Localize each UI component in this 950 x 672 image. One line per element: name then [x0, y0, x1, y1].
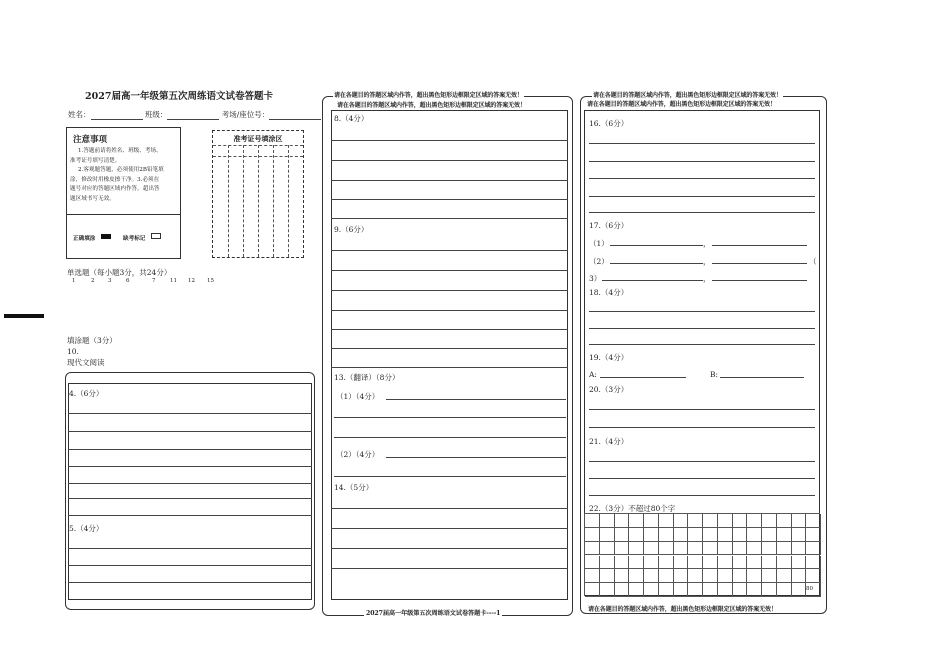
- answer-line[interactable]: [712, 263, 807, 264]
- grid-cell[interactable]: [703, 542, 718, 556]
- answer-line[interactable]: [600, 377, 686, 378]
- answer-line[interactable]: [589, 212, 815, 213]
- grid-cell[interactable]: [703, 514, 718, 528]
- grid-cell[interactable]: [792, 556, 807, 570]
- grid-cell[interactable]: [747, 583, 762, 597]
- modern-reading-header: 现代文阅读: [67, 358, 105, 367]
- grid-cell[interactable]: [733, 569, 748, 583]
- answer-line[interactable]: [712, 245, 807, 246]
- grid-cell[interactable]: [585, 514, 600, 528]
- answer-line[interactable]: [386, 457, 566, 458]
- fill-in-header: 填涂题（3分）: [67, 336, 117, 345]
- grid-cell[interactable]: [718, 542, 733, 556]
- q19-a-label: A:: [589, 370, 597, 379]
- grid-cell[interactable]: [585, 528, 600, 542]
- grid-cell[interactable]: [644, 542, 659, 556]
- grid-cell[interactable]: [659, 528, 674, 542]
- exam-id-column: [228, 145, 229, 257]
- q17-label: 17.（6分）: [589, 221, 629, 230]
- choice-number[interactable]: 11: [170, 278, 177, 284]
- answer-line[interactable]: [68, 413, 312, 414]
- grid-cell[interactable]: [747, 556, 762, 570]
- grid-cell[interactable]: [600, 556, 615, 570]
- grid-cell[interactable]: [644, 556, 659, 570]
- answer-line[interactable]: [68, 449, 312, 450]
- middle-warning-top: 请在各题目的答题区域内作答，超出黑色矩形边框限定区域的答案无效！: [334, 92, 523, 99]
- grid-cell[interactable]: [703, 556, 718, 570]
- room-seat-label: 考场/座位号：: [221, 110, 270, 119]
- q19-b-label: B:: [710, 370, 719, 379]
- answer-line[interactable]: [610, 263, 703, 264]
- q22-label: 22.（3分）不超过80个字: [589, 504, 676, 513]
- grid-cell[interactable]: [762, 556, 777, 570]
- grid-cell[interactable]: [674, 583, 689, 597]
- alignment-marker: [4, 314, 44, 318]
- grid-cell[interactable]: [615, 514, 630, 528]
- q17-3-label: 3）: [589, 274, 602, 283]
- answer-line[interactable]: [589, 161, 815, 162]
- grid-cell[interactable]: [718, 556, 733, 570]
- answer-line[interactable]: [589, 461, 815, 462]
- page-footer: 2027届高一年级第五次周练语文试卷答题卡----1: [366, 610, 501, 617]
- grid-cell[interactable]: [600, 542, 615, 556]
- answer-line[interactable]: [331, 218, 568, 219]
- answer-line[interactable]: [589, 427, 815, 428]
- answer-line[interactable]: [589, 495, 815, 496]
- exam-id-column: [288, 145, 289, 257]
- notice-line: 题号对应的答题区域内作答，超出答: [70, 186, 160, 192]
- grid-cell[interactable]: [792, 569, 807, 583]
- class-label: 班级：: [144, 110, 168, 119]
- q16-label: 16.（6分）: [589, 119, 629, 128]
- grid-cell[interactable]: [629, 569, 644, 583]
- answer-line[interactable]: [589, 196, 815, 197]
- grid-cell[interactable]: [777, 556, 792, 570]
- exam-id-column: [258, 145, 259, 257]
- grid-cell[interactable]: [733, 583, 748, 597]
- grid-cell[interactable]: [747, 542, 762, 556]
- grid-cell[interactable]: [792, 542, 807, 556]
- grid-cell[interactable]: [644, 583, 659, 597]
- answer-line[interactable]: [334, 437, 566, 438]
- answer-line[interactable]: [331, 329, 568, 330]
- grid-cell[interactable]: [718, 528, 733, 542]
- q18-label: 18.（4分）: [589, 288, 629, 297]
- choice-number[interactable]: 6: [126, 278, 130, 284]
- notice-line: 2.客观题答题，必须使用2B铅笔填: [78, 167, 164, 173]
- answer-line[interactable]: [589, 478, 815, 479]
- q17-comma: ，: [703, 239, 711, 248]
- q8-label: 8.（4分）: [334, 114, 369, 123]
- answer-line[interactable]: [331, 180, 568, 181]
- answer-line[interactable]: [331, 568, 568, 569]
- answer-line[interactable]: [589, 178, 815, 179]
- notice-line: 准考证号填写清楚。: [70, 157, 121, 164]
- exam-id-title: 准考证号填涂区: [233, 134, 283, 143]
- answer-line[interactable]: [334, 476, 566, 477]
- grid-cell[interactable]: [659, 583, 674, 597]
- room-seat-field[interactable]: [269, 111, 321, 120]
- absent-mark-checkbox[interactable]: [151, 233, 161, 239]
- q17-comma: ，: [703, 257, 711, 266]
- grid-cell[interactable]: [585, 583, 600, 597]
- answer-line[interactable]: [720, 377, 804, 378]
- q17-3-open: （: [809, 257, 817, 266]
- grid-cell[interactable]: [777, 542, 792, 556]
- grid-cell[interactable]: [792, 583, 807, 597]
- grid-cell[interactable]: [762, 569, 777, 583]
- answer-line[interactable]: [331, 348, 568, 349]
- q13-2-label: （2）（4分）: [336, 450, 380, 459]
- exam-id-column: [243, 145, 244, 257]
- grid-cell[interactable]: [733, 528, 748, 542]
- grid-cell[interactable]: [600, 583, 615, 597]
- name-label: 姓名：: [68, 110, 91, 119]
- answer-line[interactable]: [331, 528, 568, 529]
- grid-cell[interactable]: [718, 569, 733, 583]
- grid-cell[interactable]: [629, 528, 644, 542]
- grid-cell[interactable]: [762, 528, 777, 542]
- fill-in-number: 10.: [67, 347, 79, 356]
- answer-line[interactable]: [386, 399, 566, 400]
- answer-line[interactable]: [589, 143, 815, 144]
- middle-answer-box: [331, 110, 568, 600]
- q22-writing-grid[interactable]: [584, 513, 820, 596]
- answer-line[interactable]: [712, 280, 807, 281]
- choice-number[interactable]: 3: [108, 278, 112, 284]
- grid-cell[interactable]: [806, 542, 821, 556]
- correct-fill-label: 正确填涂: [73, 236, 96, 242]
- grid-cell[interactable]: [703, 583, 718, 597]
- grid-cell[interactable]: [777, 528, 792, 542]
- grid-cell[interactable]: [600, 569, 615, 583]
- answer-line[interactable]: [331, 508, 568, 509]
- grid-cell[interactable]: [762, 583, 777, 597]
- grid-cell[interactable]: [615, 583, 630, 597]
- grid-cell[interactable]: [806, 556, 821, 570]
- answer-line[interactable]: [68, 498, 312, 499]
- grid-cell[interactable]: [659, 542, 674, 556]
- answer-line[interactable]: [68, 515, 312, 516]
- grid-cell[interactable]: [688, 556, 703, 570]
- q13-1-label: （1）（4分）: [336, 392, 380, 401]
- answer-line[interactable]: [610, 245, 703, 246]
- grid-cell[interactable]: [806, 528, 821, 542]
- grid-cell[interactable]: [688, 569, 703, 583]
- q20-label: 20.（3分）: [589, 385, 629, 394]
- grid-cell[interactable]: [659, 514, 674, 528]
- exam-id-area: [212, 130, 304, 258]
- answer-line[interactable]: [331, 140, 568, 141]
- grid-cell[interactable]: [659, 569, 674, 583]
- q17-comma: ，: [703, 274, 711, 283]
- grid-cell[interactable]: [718, 583, 733, 597]
- notice-box: [66, 127, 181, 259]
- answer-line[interactable]: [589, 328, 815, 329]
- notice-title: 注意事项: [73, 135, 108, 145]
- answer-line[interactable]: [68, 483, 312, 484]
- middle-warning-sub: 请在各题目的答题区域内作答，超出黑色矩形边框限定区域的答案无效！: [337, 102, 526, 109]
- q19-label: 19.（4分）: [589, 353, 629, 362]
- answer-line[interactable]: [68, 466, 312, 467]
- grid-cell[interactable]: [585, 556, 600, 570]
- grid-cell[interactable]: [629, 583, 644, 597]
- answer-line[interactable]: [589, 344, 815, 345]
- grid-cell[interactable]: [806, 569, 821, 583]
- answer-line[interactable]: [68, 582, 312, 583]
- answer-line[interactable]: [68, 548, 312, 549]
- grid-cell[interactable]: [703, 528, 718, 542]
- answer-line[interactable]: [334, 417, 566, 418]
- grid-cell[interactable]: [615, 528, 630, 542]
- grid-cell[interactable]: [644, 514, 659, 528]
- choice-number[interactable]: 2: [91, 278, 95, 284]
- grid-cell[interactable]: [777, 569, 792, 583]
- grid-cell[interactable]: [674, 514, 689, 528]
- page-title: 2027届高一年级第五次周练语文试卷答题卡: [85, 91, 273, 102]
- class-field[interactable]: [167, 111, 219, 120]
- grid-cell[interactable]: [629, 514, 644, 528]
- right-warning-bottom: 请在各题目的答题区域内作答，超出黑色矩形边框限定区域的答案无效！: [588, 606, 777, 613]
- grid-cell[interactable]: [792, 528, 807, 542]
- correct-fill-sample: [101, 234, 111, 239]
- grid-cell[interactable]: [703, 569, 718, 583]
- grid-cell[interactable]: [688, 542, 703, 556]
- grid-cell[interactable]: [644, 569, 659, 583]
- grid-cell[interactable]: [659, 556, 674, 570]
- answer-line[interactable]: [331, 199, 568, 200]
- exam-id-column: [273, 145, 274, 257]
- grid-cell[interactable]: [806, 514, 821, 528]
- notice-line: 1.答题前请将姓名、班级、考场、: [78, 148, 162, 154]
- answer-line[interactable]: [331, 270, 568, 271]
- q22-char-count: 80: [806, 586, 813, 592]
- grid-cell[interactable]: [644, 528, 659, 542]
- q4-5-answer-box: [68, 383, 312, 600]
- right-warning-top: 请在各题目的答题区域内作答，超出黑色矩形边框限定区域的答案无效！: [593, 92, 782, 99]
- q17-1-label: （1）: [589, 239, 609, 248]
- grid-cell[interactable]: [688, 528, 703, 542]
- answer-line[interactable]: [589, 311, 815, 312]
- grid-cell[interactable]: [762, 514, 777, 528]
- grid-cell[interactable]: [747, 528, 762, 542]
- answer-line[interactable]: [68, 565, 312, 566]
- grid-cell[interactable]: [615, 556, 630, 570]
- grid-cell[interactable]: [733, 514, 748, 528]
- answer-line[interactable]: [602, 280, 703, 281]
- grid-cell[interactable]: [733, 556, 748, 570]
- answer-line[interactable]: [331, 310, 568, 311]
- q4-label: 4.（6分）: [69, 389, 104, 398]
- choice-number[interactable]: 7: [152, 278, 156, 284]
- notice-divider: [67, 214, 180, 215]
- notice-body: [70, 147, 164, 204]
- grid-cell[interactable]: [585, 542, 600, 556]
- grid-cell[interactable]: [615, 542, 630, 556]
- grid-cell[interactable]: [674, 569, 689, 583]
- grid-cell[interactable]: [615, 569, 630, 583]
- notice-line: 涂，修改时用橡皮擦干净。3.必须在: [70, 176, 160, 183]
- grid-cell[interactable]: [718, 514, 733, 528]
- grid-cell[interactable]: [777, 514, 792, 528]
- q9-label: 9.（6分）: [334, 225, 369, 234]
- answer-line[interactable]: [68, 431, 312, 432]
- info-line: [68, 109, 321, 120]
- grid-cell[interactable]: [777, 583, 792, 597]
- answer-line[interactable]: [331, 160, 568, 161]
- grid-cell[interactable]: [688, 514, 703, 528]
- answer-line[interactable]: [331, 548, 568, 549]
- grid-cell[interactable]: [674, 556, 689, 570]
- choice-number[interactable]: 15: [207, 278, 214, 284]
- answer-line[interactable]: [589, 409, 815, 410]
- grid-cell[interactable]: [600, 514, 615, 528]
- grid-cell[interactable]: [688, 583, 703, 597]
- grid-cell[interactable]: [585, 569, 600, 583]
- grid-cell[interactable]: [747, 514, 762, 528]
- grid-cell[interactable]: [674, 528, 689, 542]
- single-choice-header: 单选题（每小题3分，共24分）: [67, 268, 172, 277]
- grid-cell[interactable]: [733, 542, 748, 556]
- answer-line[interactable]: [331, 367, 568, 368]
- grid-cell[interactable]: [762, 542, 777, 556]
- notice-line: 题区域书写无效。: [70, 195, 115, 202]
- grid-cell[interactable]: [600, 528, 615, 542]
- grid-cell[interactable]: [629, 542, 644, 556]
- choice-number[interactable]: 1: [72, 278, 76, 284]
- grid-cell[interactable]: [629, 556, 644, 570]
- name-field[interactable]: [91, 111, 143, 120]
- grid-cell[interactable]: [674, 542, 689, 556]
- choice-number[interactable]: 12: [188, 278, 195, 284]
- q5-label: 5.（4分）: [69, 524, 104, 533]
- q17-2-label: （2）: [589, 257, 609, 266]
- grid-cell[interactable]: [747, 569, 762, 583]
- q13-label: 13.（翻译）（8分）: [334, 373, 400, 382]
- q14-label: 14.（5分）: [334, 483, 374, 492]
- grid-cell[interactable]: [792, 514, 807, 528]
- answer-line[interactable]: [331, 290, 568, 291]
- q21-label: 21.（4分）: [589, 437, 629, 446]
- answer-line[interactable]: [331, 250, 568, 251]
- right-warning-sub: 请在各题目的答题区域内作答，超出黑色矩形边框限定区域的答案无效！: [587, 101, 776, 108]
- absent-mark-label: 缺考标记: [123, 236, 146, 242]
